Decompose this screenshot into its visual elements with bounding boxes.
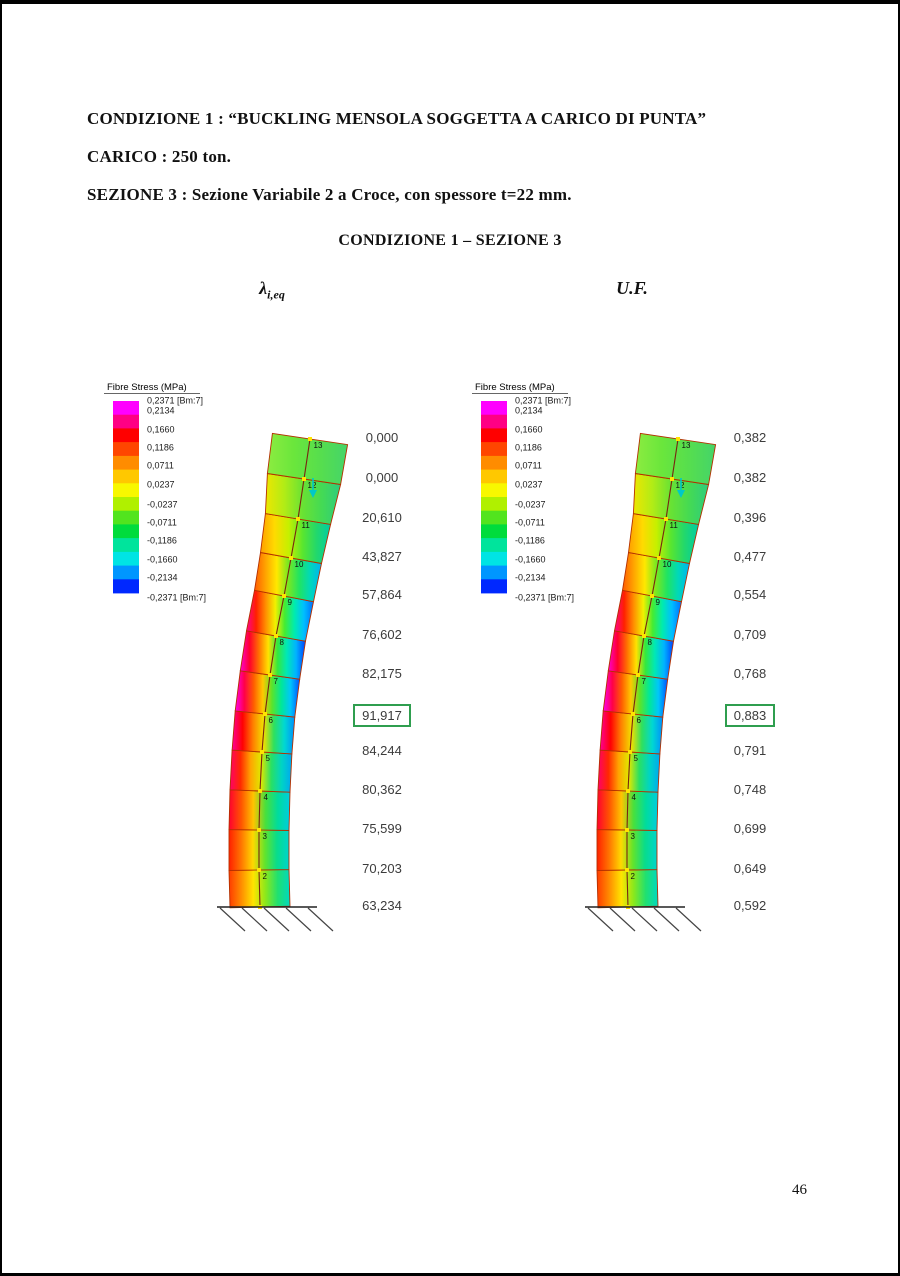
legend-label: 0,0711 <box>515 460 542 471</box>
node-number-label: 11 <box>301 521 310 530</box>
node-number-label: 7 <box>641 677 646 686</box>
node-value: 75,599 <box>362 821 402 836</box>
colorbar-band <box>481 401 507 415</box>
node-value: 43,827 <box>362 549 402 564</box>
node-value: 0,554 <box>733 587 767 602</box>
node-value: 0,382 <box>733 430 767 445</box>
colorbar-band <box>113 428 139 442</box>
legend-label: 0,0237 <box>515 479 543 490</box>
node-value: 0,649 <box>733 861 767 876</box>
node-value: 0,477 <box>733 549 767 564</box>
legend-label: -0,0711 <box>147 517 177 528</box>
node-value: 0,000 <box>365 430 399 445</box>
colorbar-band <box>113 497 139 511</box>
support-hatch <box>286 908 311 931</box>
page-number: 46 <box>792 1182 807 1198</box>
node-number-label: 12 <box>675 481 685 490</box>
node-number-label: 13 <box>313 441 323 450</box>
colorbar-band <box>113 524 139 538</box>
legend-label: 0,0237 <box>147 479 175 490</box>
fixed-support <box>217 907 333 931</box>
node-value <box>700 704 800 727</box>
node-dot <box>274 634 278 638</box>
support-hatch <box>654 908 679 931</box>
node-dot <box>302 477 306 481</box>
support-hatch <box>632 908 657 931</box>
colorbar-band <box>113 511 139 525</box>
support-hatch <box>610 908 635 931</box>
node-value: 0,000 <box>365 470 399 485</box>
node-number-label: 10 <box>294 560 304 569</box>
colorbar-band <box>481 415 507 429</box>
node-dot <box>657 556 661 560</box>
figure-uf <box>465 377 810 947</box>
figure-lambda-ieq <box>97 377 442 947</box>
colorbar-band <box>113 442 139 456</box>
lambda-column-header <box>232 278 312 303</box>
legend-label: -0,2371 [Bm:7] <box>147 592 207 603</box>
node-number-label: 5 <box>633 754 638 763</box>
legend-label: -0,0237 <box>515 499 546 510</box>
node-value: 0,709 <box>733 627 767 642</box>
node-dot <box>260 750 264 754</box>
node-dot <box>258 789 262 793</box>
node-value: 0,748 <box>733 782 767 797</box>
node-number-label: 9 <box>287 598 292 607</box>
node-dot <box>625 868 629 872</box>
node-value: 0,382 <box>733 470 767 485</box>
node-value: 63,234 <box>362 898 402 913</box>
colorbar-band <box>113 566 139 580</box>
legend-label: -0,1660 <box>147 554 178 565</box>
node-value: 0,592 <box>733 898 767 913</box>
fixed-support <box>585 907 701 931</box>
colorbar-band <box>481 511 507 525</box>
node-number-label: 4 <box>263 793 268 802</box>
node-number-label: 7 <box>273 677 278 686</box>
node-number-label: 8 <box>647 638 652 647</box>
node-value: 84,244 <box>362 743 402 758</box>
legend-title: Fibre Stress (MPa) <box>475 382 555 393</box>
node-dot <box>625 828 629 832</box>
lambda-symbol: λ <box>259 278 268 298</box>
node-number-label: 6 <box>268 716 273 725</box>
node-value: 76,602 <box>362 627 402 642</box>
node-dot <box>650 594 654 598</box>
node-value: 82,175 <box>362 666 402 681</box>
node-number-label: 4 <box>631 793 636 802</box>
legend-label: 0,2134 <box>515 405 543 416</box>
node-number-label: 3 <box>630 832 635 841</box>
node-number-label: 12 <box>307 481 317 490</box>
node-number-label: 2 <box>262 872 267 881</box>
node-dot <box>257 868 261 872</box>
legend-label: -0,1186 <box>147 535 177 546</box>
node-value: 0,699 <box>733 821 767 836</box>
support-hatch <box>308 908 333 931</box>
node-number-label: 11 <box>669 521 678 530</box>
colorbar-band <box>113 538 139 552</box>
colorbar-band <box>113 483 139 497</box>
legend-label: -0,0711 <box>515 517 545 528</box>
node-dot <box>676 437 680 441</box>
legend-label: -0,2134 <box>147 572 178 583</box>
node-value: 0,768 <box>733 666 767 681</box>
max-value-highlight: 91,917 <box>353 704 411 727</box>
node-number-label: 6 <box>636 716 641 725</box>
colorbar-band <box>113 470 139 484</box>
legend-label: -0,0237 <box>147 499 178 510</box>
colorbar-band <box>113 401 139 415</box>
node-dot <box>664 517 668 521</box>
legend <box>104 382 206 603</box>
legend-label: -0,2371 [Bm:7] <box>515 592 575 603</box>
colorbar-band <box>481 497 507 511</box>
legend-label: -0,2134 <box>515 572 546 583</box>
legend-title: Fibre Stress (MPa) <box>107 382 187 393</box>
colorbar-band <box>481 566 507 580</box>
node-number-label: 10 <box>662 560 672 569</box>
node-number-label: 13 <box>681 441 691 450</box>
colorbar-band <box>113 456 139 470</box>
figure-caption: CONDIZIONE 1 – SEZIONE 3 <box>338 232 562 249</box>
support-hatch <box>676 908 701 931</box>
node-dot <box>631 712 635 716</box>
legend-label: 0,2371 [Bm:7] <box>147 395 204 406</box>
node-value: 80,362 <box>362 782 402 797</box>
node-dot <box>289 556 293 560</box>
lambda-subscript: i,eq <box>267 287 285 302</box>
node-value: 70,203 <box>362 861 402 876</box>
colorbar-band <box>481 456 507 470</box>
legend-label: -0,1660 <box>515 554 546 565</box>
support-hatch <box>220 908 245 931</box>
support-hatch <box>264 908 289 931</box>
legend <box>472 382 574 603</box>
legend-label: 0,2371 [Bm:7] <box>515 395 572 406</box>
legend-label: 0,0711 <box>147 460 174 471</box>
legend-label: -0,1186 <box>515 535 545 546</box>
node-dot <box>626 789 630 793</box>
legend-label: 0,1186 <box>147 442 174 453</box>
colorbar-band <box>113 415 139 429</box>
node-value: 0,791 <box>733 743 767 758</box>
colorbar-band <box>481 552 507 566</box>
node-dot <box>296 517 300 521</box>
node-value: 57,864 <box>362 587 402 602</box>
node-number-label: 8 <box>279 638 284 647</box>
colorbar-band <box>481 579 507 593</box>
node-number-label: 2 <box>630 872 635 881</box>
node-dot <box>308 437 312 441</box>
legend-label: 0,1660 <box>147 424 175 435</box>
node-dot <box>670 477 674 481</box>
support-hatch <box>588 908 613 931</box>
node-dot <box>268 673 272 677</box>
legend-label: 0,1660 <box>515 424 543 435</box>
legend-label: 0,1186 <box>515 442 542 453</box>
colorbar-band <box>481 538 507 552</box>
colorbar-band <box>481 483 507 497</box>
node-value: 0,396 <box>733 510 767 525</box>
node-value: 20,610 <box>362 510 402 525</box>
node-value <box>332 704 432 727</box>
node-dot <box>282 594 286 598</box>
node-number-label: 5 <box>265 754 270 763</box>
node-dot <box>628 750 632 754</box>
node-number-label: 3 <box>262 832 267 841</box>
node-dot <box>257 828 261 832</box>
legend-label: 0,2134 <box>147 405 175 416</box>
colorbar-band <box>481 428 507 442</box>
uf-column-header: U.F. <box>616 278 648 298</box>
heading-section: SEZIONE 3 : Sezione Variabile 2 a Croce, con spessore t=22 mm. <box>87 185 572 204</box>
node-number-label: 9 <box>655 598 660 607</box>
node-dot <box>642 634 646 638</box>
colorbar-band <box>481 524 507 538</box>
colorbar-band <box>113 579 139 593</box>
max-value-highlight: 0,883 <box>725 704 776 727</box>
colorbar-band <box>113 552 139 566</box>
heading-condition: CONDIZIONE 1 : “BUCKLING MENSOLA SOGGETTA A CARICO DI PUNTA” <box>87 109 707 128</box>
colorbar-band <box>481 470 507 484</box>
heading-load: CARICO : 250 ton. <box>87 147 232 166</box>
support-hatch <box>242 908 267 931</box>
colorbar-band <box>481 442 507 456</box>
node-dot <box>636 673 640 677</box>
node-dot <box>263 712 267 716</box>
